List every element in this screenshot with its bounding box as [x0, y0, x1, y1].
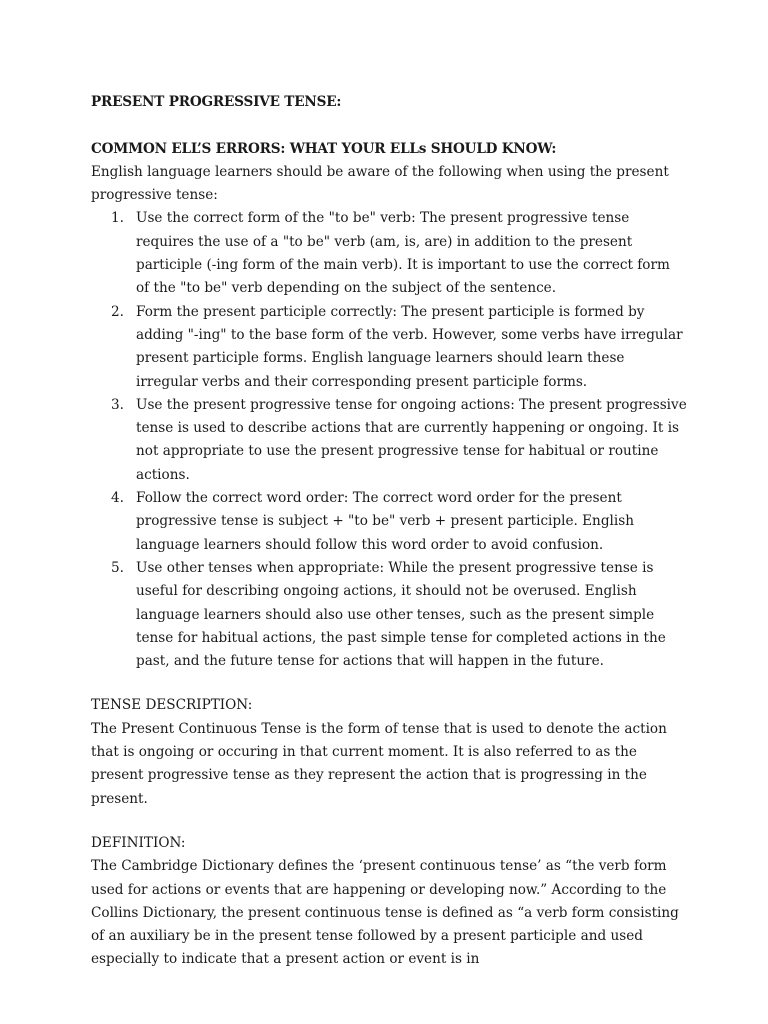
list-item: [91, 301, 687, 394]
errors-list: [91, 207, 687, 673]
list-item-number: 2.: [111, 303, 124, 320]
spacer: [91, 114, 687, 137]
list-item-text: Use the present progressive tense for ongoing actions: The present progressive tense is used to describe actions that are currently happening or ongoing. It is not appropriate to use the present progressive tense for habitual or routine actions.: [136, 396, 687, 483]
list-item-text: Use the correct form of the "to be" verb: The present progressive tense requires the use of a "to be" verb (am, is, are) in addition to the present participle (-ing form of the main verb). It is important to use the correct form of the "to be" verb depending on the subject of the sentence.: [136, 210, 670, 297]
list-item-text: Use other tenses when appropriate: While the present progressive tense is useful for describing ongoing actions, it should not be overused. English language learners should also use other tenses, such as the present simple tense for habitual actions, the past simple tense for completed actions in the past, and the future tense for actions that will happen in the future.: [136, 559, 666, 670]
list-item-text: Follow the correct word order: The correct word order for the present progressive tense is subject + "to be" verb + present participle. English language learners should follow this word order to avoid confusion.: [136, 490, 634, 553]
tense-description-heading: TENSE DESCRIPTION:: [91, 697, 253, 714]
list-item-number: 5.: [111, 559, 124, 576]
errors-intro: English language learners should be aware of the following when using the present progressive tense:: [91, 163, 669, 204]
definition-heading: DEFINITION:: [91, 834, 186, 851]
spacer: [91, 673, 687, 694]
list-item: [91, 487, 687, 557]
document-title: PRESENT PROGRESSIVE TENSE:: [91, 94, 342, 110]
list-item-number: 4.: [111, 490, 124, 507]
spacer: [91, 811, 687, 832]
errors-heading: COMMON ELL’S ERRORS: WHAT YOUR ELLs SHOULD KNOW:: [91, 140, 557, 157]
tense-description-text: The Present Continuous Tense is the form of tense that is used to denote the action that is ongoing or occuring in that current moment. It is also referred to as the present progressive tense as they represent the action that is progressing in the present.: [91, 720, 667, 807]
definition-text: The Cambridge Dictionary defines the ‘present continuous tense’ as “the verb form used for actions or events that are happening or developing now.” According to the Collins Dictionary, the present continuous tense is defined as “a verb form consisting of an auxiliary be in the present tense followed by a present participle and used especially to indicate that a present action or event is in: [91, 858, 679, 968]
list-item-number: 3.: [111, 396, 124, 413]
list-item-text: Form the present participle correctly: The present participle is formed by adding "-ing" to the base form of the verb. However, some verbs have irregular present participle forms. English language learners should learn these irregular verbs and their corresponding present participle forms.: [136, 303, 683, 390]
list-item: [91, 207, 687, 300]
list-item: [91, 557, 687, 673]
list-item-number: 1.: [111, 210, 124, 227]
list-item: [91, 394, 687, 487]
document-body: [91, 91, 687, 972]
